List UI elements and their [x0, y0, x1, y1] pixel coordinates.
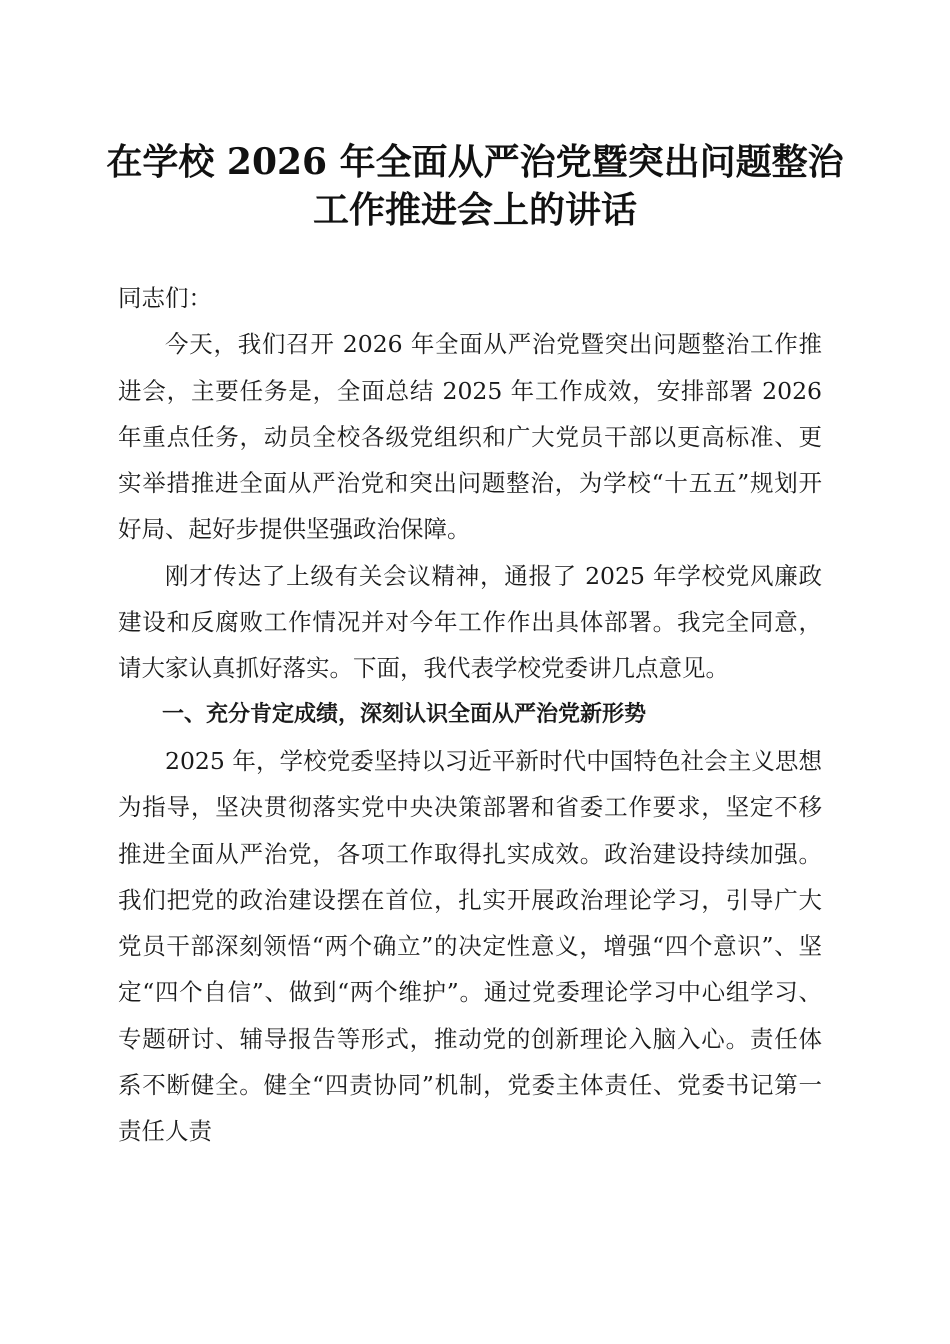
- paragraph-agenda: 刚才传达了上级有关会议精神，通报了 2025 年学校党风廉政建设和反腐败工作情况并对今年工作作出具体部署。我完全同意，请大家认真抓好落实。下面，我代表学校党委讲几点意见。: [118, 561, 822, 683]
- title-line-1: 在学校 2026 年全面从严治党暨突出问题整治: [106, 141, 844, 183]
- paragraph-section-1: 2025 年，学校党委坚持以习近平新时代中国特色社会主义思想为指导，坚决贯彻落实党中央决策部署和省委工作要求，坚定不移推进全面从严治党，各项工作取得扎实成效。政治建设持续加强。我们把党的政治建设摆在首位，扎实开展政治理论学习，引导广大党员干部深刻领悟“两个确立”的决定性意义，增强“四个意识”、坚定“四个自信”、做到“两个维护”。通过党委理论学习中心组学习、专题研讨、辅导报告等形式，推动党的创新理论入脑入心。责任体系不断健全。健全“四责协同”机制，党委主体责任、党委书记第一责任人责: [118, 746, 822, 1146]
- speech-body: [118, 275, 822, 1155]
- section-heading-1: 一、充分肯定成绩，深刻认识全面从严治党新形势: [162, 701, 647, 727]
- page-title: [100, 138, 850, 234]
- title-line-2: 工作推进会上的讲话: [312, 189, 637, 231]
- salutation: 同志们：: [118, 284, 212, 312]
- paragraph-opening: 今天，我们召开 2026 年全面从严治党暨突出问题整治工作推进会，主要任务是，全面总结 2025 年工作成效，安排部署 2026 年重点任务，动员全校各级党组织和广大党员干部以更高标准、更实举措推进全面从严治党和突出问题整治，为学校“十五五”规划开好局、起好步提供坚强政治保障。: [118, 330, 822, 544]
